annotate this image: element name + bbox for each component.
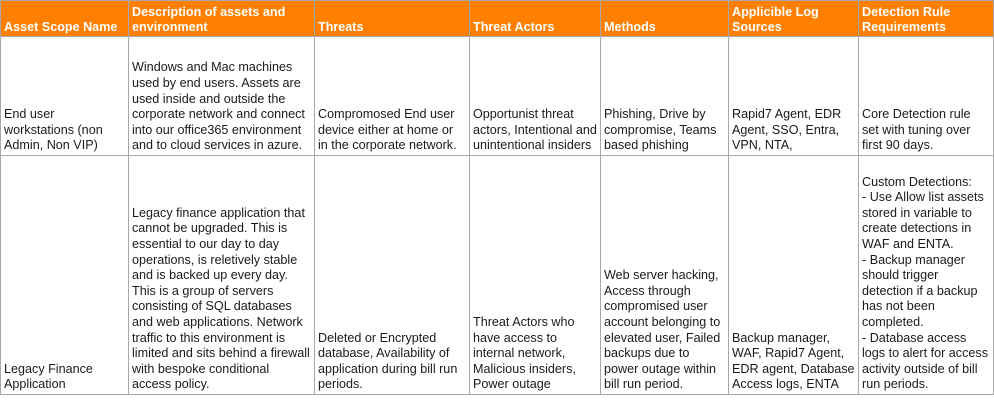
cell-asset-scope-name: [1, 156, 129, 395]
header-log-sources: Applicible Log Sources: [729, 1, 859, 37]
cell-text: Opportunist threat actors, Intentional and unintentional insiders: [473, 107, 597, 153]
header-description: Description of assets and environment: [129, 1, 315, 37]
cell-text: Windows and Mac machines used by end users. Assets are used inside and outside the corporate network and connect into our office365 environment and to cloud services in azure.: [132, 60, 305, 153]
table-row: [1, 37, 994, 156]
cell-threat-actors: [470, 37, 601, 156]
cell-text: Custom Detections: - Use Allow list assets stored in variable to create detections in WAF and ENTA. - Backup manager should trigger detection if a backup has not been completed. - Database access logs to alert for access activity outside of bill run periods.: [862, 174, 988, 392]
cell-threats: [315, 37, 470, 156]
header-detection-rules: Detection Rule Requirements: [859, 1, 994, 37]
cell-text: Core Detection rule set with tuning over first 90 days.: [862, 107, 971, 153]
cell-description: [129, 37, 315, 156]
cell-text: Deleted or Encrypted database, Availability of application during bill run periods.: [318, 330, 458, 392]
cell-methods: [601, 37, 729, 156]
cell-text: Phishing, Drive by compromise, Teams based phishing: [604, 107, 717, 153]
cell-text: Rapid7 Agent, EDR Agent, SSO, Entra, VPN, NTA,: [732, 107, 842, 153]
cell-threats: [315, 156, 470, 395]
header-methods: Methods: [601, 1, 729, 37]
cell-log-sources: [729, 37, 859, 156]
cell-text: Legacy finance application that cannot be upgraded. This is essential to our day to day operations, is reletively stable and is backed up every day. This is a group of servers consisting of SQL databases and web applications. Network traffic to this environment is limited and sits behind a firewall with bespoke conditional access policy.: [132, 205, 310, 392]
cell-text: Backup manager, WAF, Rapid7 Agent, EDR agent, Database Access logs, ENTA: [732, 330, 855, 392]
cell-detection-rules: [859, 37, 994, 156]
cell-text: End user workstations (non Admin, Non VIP): [4, 107, 103, 153]
table-row: [1, 156, 994, 395]
cell-description: [129, 156, 315, 395]
cell-text: Web server hacking, Access through compromised user account belonging to elevated user, Failed backups due to power outage within bill run period.: [604, 268, 721, 392]
cell-threat-actors: [470, 156, 601, 395]
cell-detection-rules: [859, 156, 994, 395]
cell-methods: [601, 156, 729, 395]
cell-asset-scope-name: [1, 37, 129, 156]
header-row: [1, 1, 994, 37]
cell-text: Compromosed End user device either at home or in the corporate network.: [318, 107, 457, 153]
cell-text: Legacy Finance Application: [4, 361, 93, 392]
header-threats: Threats: [315, 1, 470, 37]
header-asset-scope-name: Asset Scope Name: [1, 1, 129, 37]
cell-text: Threat Actors who have access to internal network, Malicious insiders, Power outage: [473, 315, 576, 392]
cell-log-sources: [729, 156, 859, 395]
header-threat-actors: Threat Actors: [470, 1, 601, 37]
